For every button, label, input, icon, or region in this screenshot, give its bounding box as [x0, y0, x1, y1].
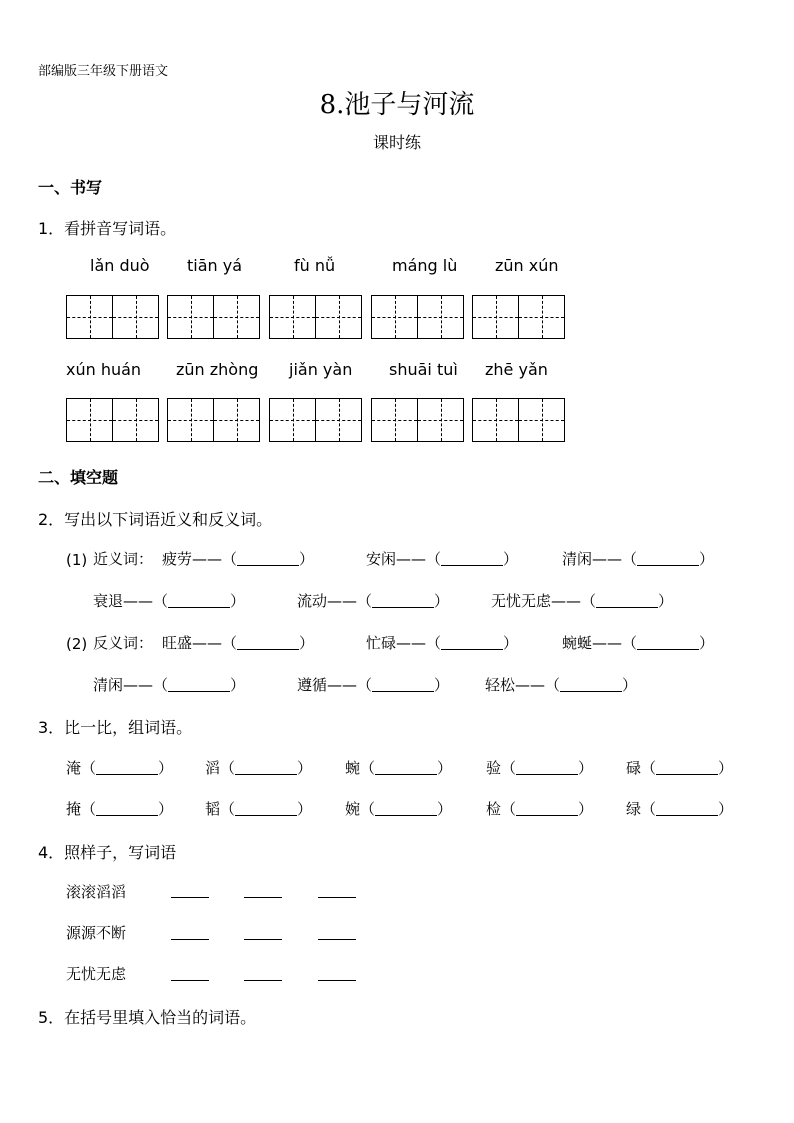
- writing-grid-9[interactable]: [371, 398, 464, 442]
- q2-syn-item: 安闲——（ ）: [366, 550, 519, 568]
- answer-blank[interactable]: [96, 802, 158, 817]
- section-writing: 一、书写: [38, 178, 103, 197]
- q2-ant-prefix: 反义词：: [93, 634, 154, 652]
- q4-example-3: 无忧无虑: [66, 965, 127, 983]
- pinyin-4: máng lù: [392, 256, 458, 275]
- question-1: 1．看拼音写词语。: [38, 219, 177, 238]
- answer-blank[interactable]: [235, 802, 297, 817]
- writing-grid-4[interactable]: [371, 295, 464, 339]
- q3-item: 碌（ ）: [626, 759, 734, 777]
- answer-blank[interactable]: [441, 552, 503, 567]
- answer-line[interactable]: [244, 980, 282, 981]
- q2-syn-item: 流动——（ ）: [297, 592, 450, 610]
- pinyin-1: lǎn duò: [90, 256, 150, 275]
- question-3: 3．比一比，组词语。: [38, 718, 193, 737]
- q3-item: 掩（ ）: [66, 800, 174, 818]
- answer-line[interactable]: [318, 939, 356, 940]
- answer-blank[interactable]: [516, 802, 578, 817]
- section-fill-blank: 二、填空题: [38, 468, 119, 487]
- pinyin-2: tiān yá: [187, 256, 243, 275]
- question-4: 4．照样子，写词语: [38, 843, 177, 862]
- question-2: 2．写出以下词语近义和反义词。: [38, 510, 273, 529]
- q3-item: 婉（ ）: [345, 800, 453, 818]
- answer-blank[interactable]: [656, 802, 718, 817]
- q2-syn-prefix: 近义词：: [93, 550, 154, 568]
- writing-grid-2[interactable]: [167, 295, 260, 339]
- q2-ant-item: 遵循——（ ）: [297, 676, 450, 694]
- answer-blank[interactable]: [237, 552, 299, 567]
- answer-blank[interactable]: [516, 761, 578, 776]
- answer-line[interactable]: [244, 897, 282, 898]
- writing-grid-10[interactable]: [472, 398, 565, 442]
- answer-blank[interactable]: [596, 594, 658, 609]
- question-5: 5．在括号里填入恰当的词语。: [38, 1008, 257, 1027]
- q3-item: 韬（ ）: [205, 800, 313, 818]
- q2-label-1: (1): [66, 551, 88, 569]
- q2-syn-item: 衰退——（ ）: [93, 592, 246, 610]
- answer-line[interactable]: [318, 980, 356, 981]
- answer-blank[interactable]: [375, 761, 437, 776]
- writing-grid-3[interactable]: [269, 295, 362, 339]
- answer-blank[interactable]: [375, 802, 437, 817]
- header-note: 部编版三年级下册语文: [38, 64, 169, 79]
- answer-line[interactable]: [171, 939, 209, 940]
- q3-item: 蜿（ ）: [345, 759, 453, 777]
- writing-grid-1[interactable]: [66, 295, 159, 339]
- q2-ant-item: 清闲——（ ）: [93, 676, 246, 694]
- q4-example-2: 源源不断: [66, 924, 127, 942]
- pinyin-6: xún huán: [66, 360, 142, 379]
- answer-blank[interactable]: [372, 678, 434, 693]
- pinyin-9: shuāi tuì: [389, 360, 458, 379]
- q2-ant-item: 轻松——（ ）: [485, 676, 638, 694]
- writing-grid-6[interactable]: [66, 398, 159, 442]
- pinyin-8: jiǎn yàn: [289, 360, 353, 379]
- q2-ant-item: 忙碌——（ ）: [366, 634, 519, 652]
- answer-blank[interactable]: [237, 636, 299, 651]
- answer-line[interactable]: [171, 897, 209, 898]
- writing-grid-8[interactable]: [269, 398, 362, 442]
- q2-syn-item: 疲劳——（ ）: [162, 550, 315, 568]
- writing-grid-7[interactable]: [167, 398, 260, 442]
- q2-label-2: (2): [66, 635, 88, 653]
- answer-blank[interactable]: [372, 594, 434, 609]
- q2-syn-item: 无忧无虑——（ ）: [491, 592, 674, 610]
- answer-blank[interactable]: [96, 761, 158, 776]
- answer-blank[interactable]: [656, 761, 718, 776]
- answer-blank[interactable]: [441, 636, 503, 651]
- q3-item: 滔（ ）: [205, 759, 313, 777]
- answer-blank[interactable]: [637, 636, 699, 651]
- q3-item: 淹（ ）: [66, 759, 174, 777]
- q2-ant-item: 旺盛——（ ）: [162, 634, 315, 652]
- q4-example-1: 滚滚滔滔: [66, 883, 127, 901]
- answer-blank[interactable]: [637, 552, 699, 567]
- q3-item: 检（ ）: [486, 800, 594, 818]
- q3-item: 验（ ）: [486, 759, 594, 777]
- q3-item: 绿（ ）: [626, 800, 734, 818]
- q2-syn-item: 清闲——（ ）: [562, 550, 715, 568]
- answer-line[interactable]: [171, 980, 209, 981]
- answer-line[interactable]: [318, 897, 356, 898]
- q2-ant-item: 蜿蜒——（ ）: [562, 634, 715, 652]
- pinyin-5: zūn xún: [495, 256, 559, 275]
- page-subtitle: 课时练: [372, 133, 421, 152]
- pinyin-3: fù nǚ: [294, 256, 336, 275]
- answer-blank[interactable]: [168, 594, 230, 609]
- answer-blank[interactable]: [560, 678, 622, 693]
- page-title: 8.池子与河流: [319, 90, 475, 120]
- answer-line[interactable]: [244, 939, 282, 940]
- answer-blank[interactable]: [235, 761, 297, 776]
- pinyin-10: zhē yǎn: [485, 360, 548, 379]
- pinyin-7: zūn zhòng: [176, 360, 259, 379]
- answer-blank[interactable]: [168, 678, 230, 693]
- writing-grid-5[interactable]: [472, 295, 565, 339]
